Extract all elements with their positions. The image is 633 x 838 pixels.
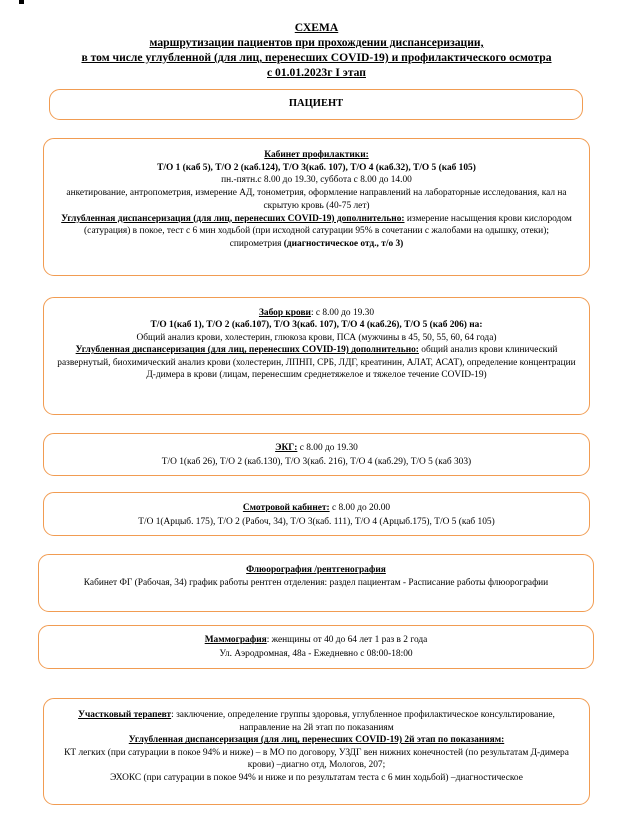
blood-hours: : с 8.00 до 19.30: [310, 308, 375, 318]
blood-deep: [54, 344, 579, 381]
page-corner-mark: [19, 0, 24, 4]
prof-services: анкетирование, антропометрия, измерение АД, тонометрия, оформление направлений на лабораторные исследования, кал на скрытую кровь (40-75 лет): [66, 188, 567, 211]
blood-deep-text: общий анализ крови клинический развернутый, биохимический анализ крови (холестерин, ЛПНП, СРБ, ЛДГ, креатинин, АЛАТ, АСАТ), определение концентрации Д-димера в крови (лицам, перенесшим среднетяжелое и тяжелое течение COVID-19): [57, 345, 576, 381]
ekg-box: [43, 433, 590, 476]
prof-cabinet-box: [43, 138, 590, 276]
mammo-title: Маммография: [204, 635, 267, 645]
blood-title: Забор крови: [258, 308, 311, 318]
title-line-2: маршрутизации пациентов при прохождении диспансеризации,: [149, 36, 484, 49]
title-line-3: в том числе углубленной (для лиц, перенесших COVID-19) и профилактического осмотра: [81, 51, 552, 64]
blood-deep-title: Углубленная диспансеризация (для лиц, перенесших COVID-19) дополнительно:: [75, 345, 419, 356]
blood-locations: Т/О 1(каб 1), Т/О 2 (каб.107), Т/О 3(каб. 107), Т/О 4 (каб.26), Т/О 5 (каб 206) на:: [150, 320, 483, 331]
prof-deep-bold: (диагностическое отд., т/о 3): [283, 238, 404, 249]
blood-box: [43, 297, 590, 415]
prof-hours: пн.-пятн.с 8.00 до 19.30, суббота с 8.00 до 14.00: [221, 175, 412, 186]
mammo-text: : женщины от 40 до 64 лет 1 раз в 2 года: [266, 635, 428, 645]
patient-box: [49, 89, 583, 120]
exam-title: Смотровой кабинет:: [242, 503, 330, 513]
exam-box: [43, 492, 590, 536]
prof-deep-title: Углубленная диспансеризация (для лиц, перенесших COVID-19) дополнительно:: [61, 213, 405, 224]
mammo-address: Ул. Аэродромная, 48а - Ежедневно с 08:00-18:00: [219, 649, 413, 659]
therapist-title: Участковый терапевт: [78, 710, 172, 720]
prof-deep: [58, 213, 575, 251]
therapist-text: : заключение, определение группы здоровья, углубленное профилактическое консультирование, направление на 2й этап по показаниям: [171, 710, 555, 733]
exam-hours: с 8.00 до 20.00: [329, 503, 391, 513]
therapist-deep-title: Углубленная диспансеризация (для лиц, перенесших COVID-19) 2й этап по показаниям:: [128, 735, 505, 746]
page-title: [20, 20, 613, 80]
title-line-4: с 01.01.2023г I этап: [267, 66, 366, 79]
fluoro-title: Флюорография /рентгенография: [246, 565, 386, 575]
patient-label: ПАЦИЕНТ: [288, 98, 344, 109]
prof-deep-text: измерение насыщения крови кислородом (сатурация) в покое, тест с 6 мин ходьбой (при исходной сатурации 95% в сочетании с жалобами на одышку, отеки); спирометрия: [84, 213, 572, 249]
prof-title: Кабинет профилактики:: [264, 150, 369, 160]
prof-locations: Т/О 1 (каб 5), Т/О 2 (каб.124), Т/О 3(каб. 107), Т/О 4 (каб.32), Т/О 5 (каб 105): [157, 162, 476, 173]
title-line-1: СХЕМА: [294, 21, 339, 34]
ekg-title: ЭКГ:: [275, 443, 298, 453]
exam-locations: Т/О 1(Арцыб. 175), Т/О 2 (Рабоч, 34), Т/О 3(каб. 111), Т/О 4 (Арцыб.175), Т/О 5 (каб 105): [138, 517, 495, 527]
ekg-locations: Т/О 1(каб 26), Т/О 2 (каб.130), Т/О 3(каб. 216), Т/О 4 (каб.29), Т/О 5 (каб 303): [161, 457, 472, 467]
fluoro-text: Кабинет ФГ (Рабочая, 34) график работы рентген отделения: раздел пациентам - Расписание работы флюорографии: [83, 577, 549, 588]
therapist-echo-line: ЭХОКС (при сатурации в покое 94% и ниже и по результатам теста с 6 мин ходьбой) –диагностическое: [110, 772, 523, 783]
therapist-box: [43, 698, 590, 805]
blood-tests: Общий анализ крови, холестерин, глюкоза крови, ПСА (мужчины в 45, 50, 55, 60, 64 года): [136, 332, 497, 343]
ekg-hours: с 8.00 до 19.30: [297, 443, 358, 453]
mammo-box: [38, 625, 594, 669]
fluoro-box: [38, 554, 594, 612]
therapist-ct-line: КТ легких (при сатурации в покое 94% и ниже) – в МО по договору, УЗДГ вен нижних конечностей (по результатам Д-димера крови) –диагно отд, Мологов, 207;: [64, 747, 569, 771]
